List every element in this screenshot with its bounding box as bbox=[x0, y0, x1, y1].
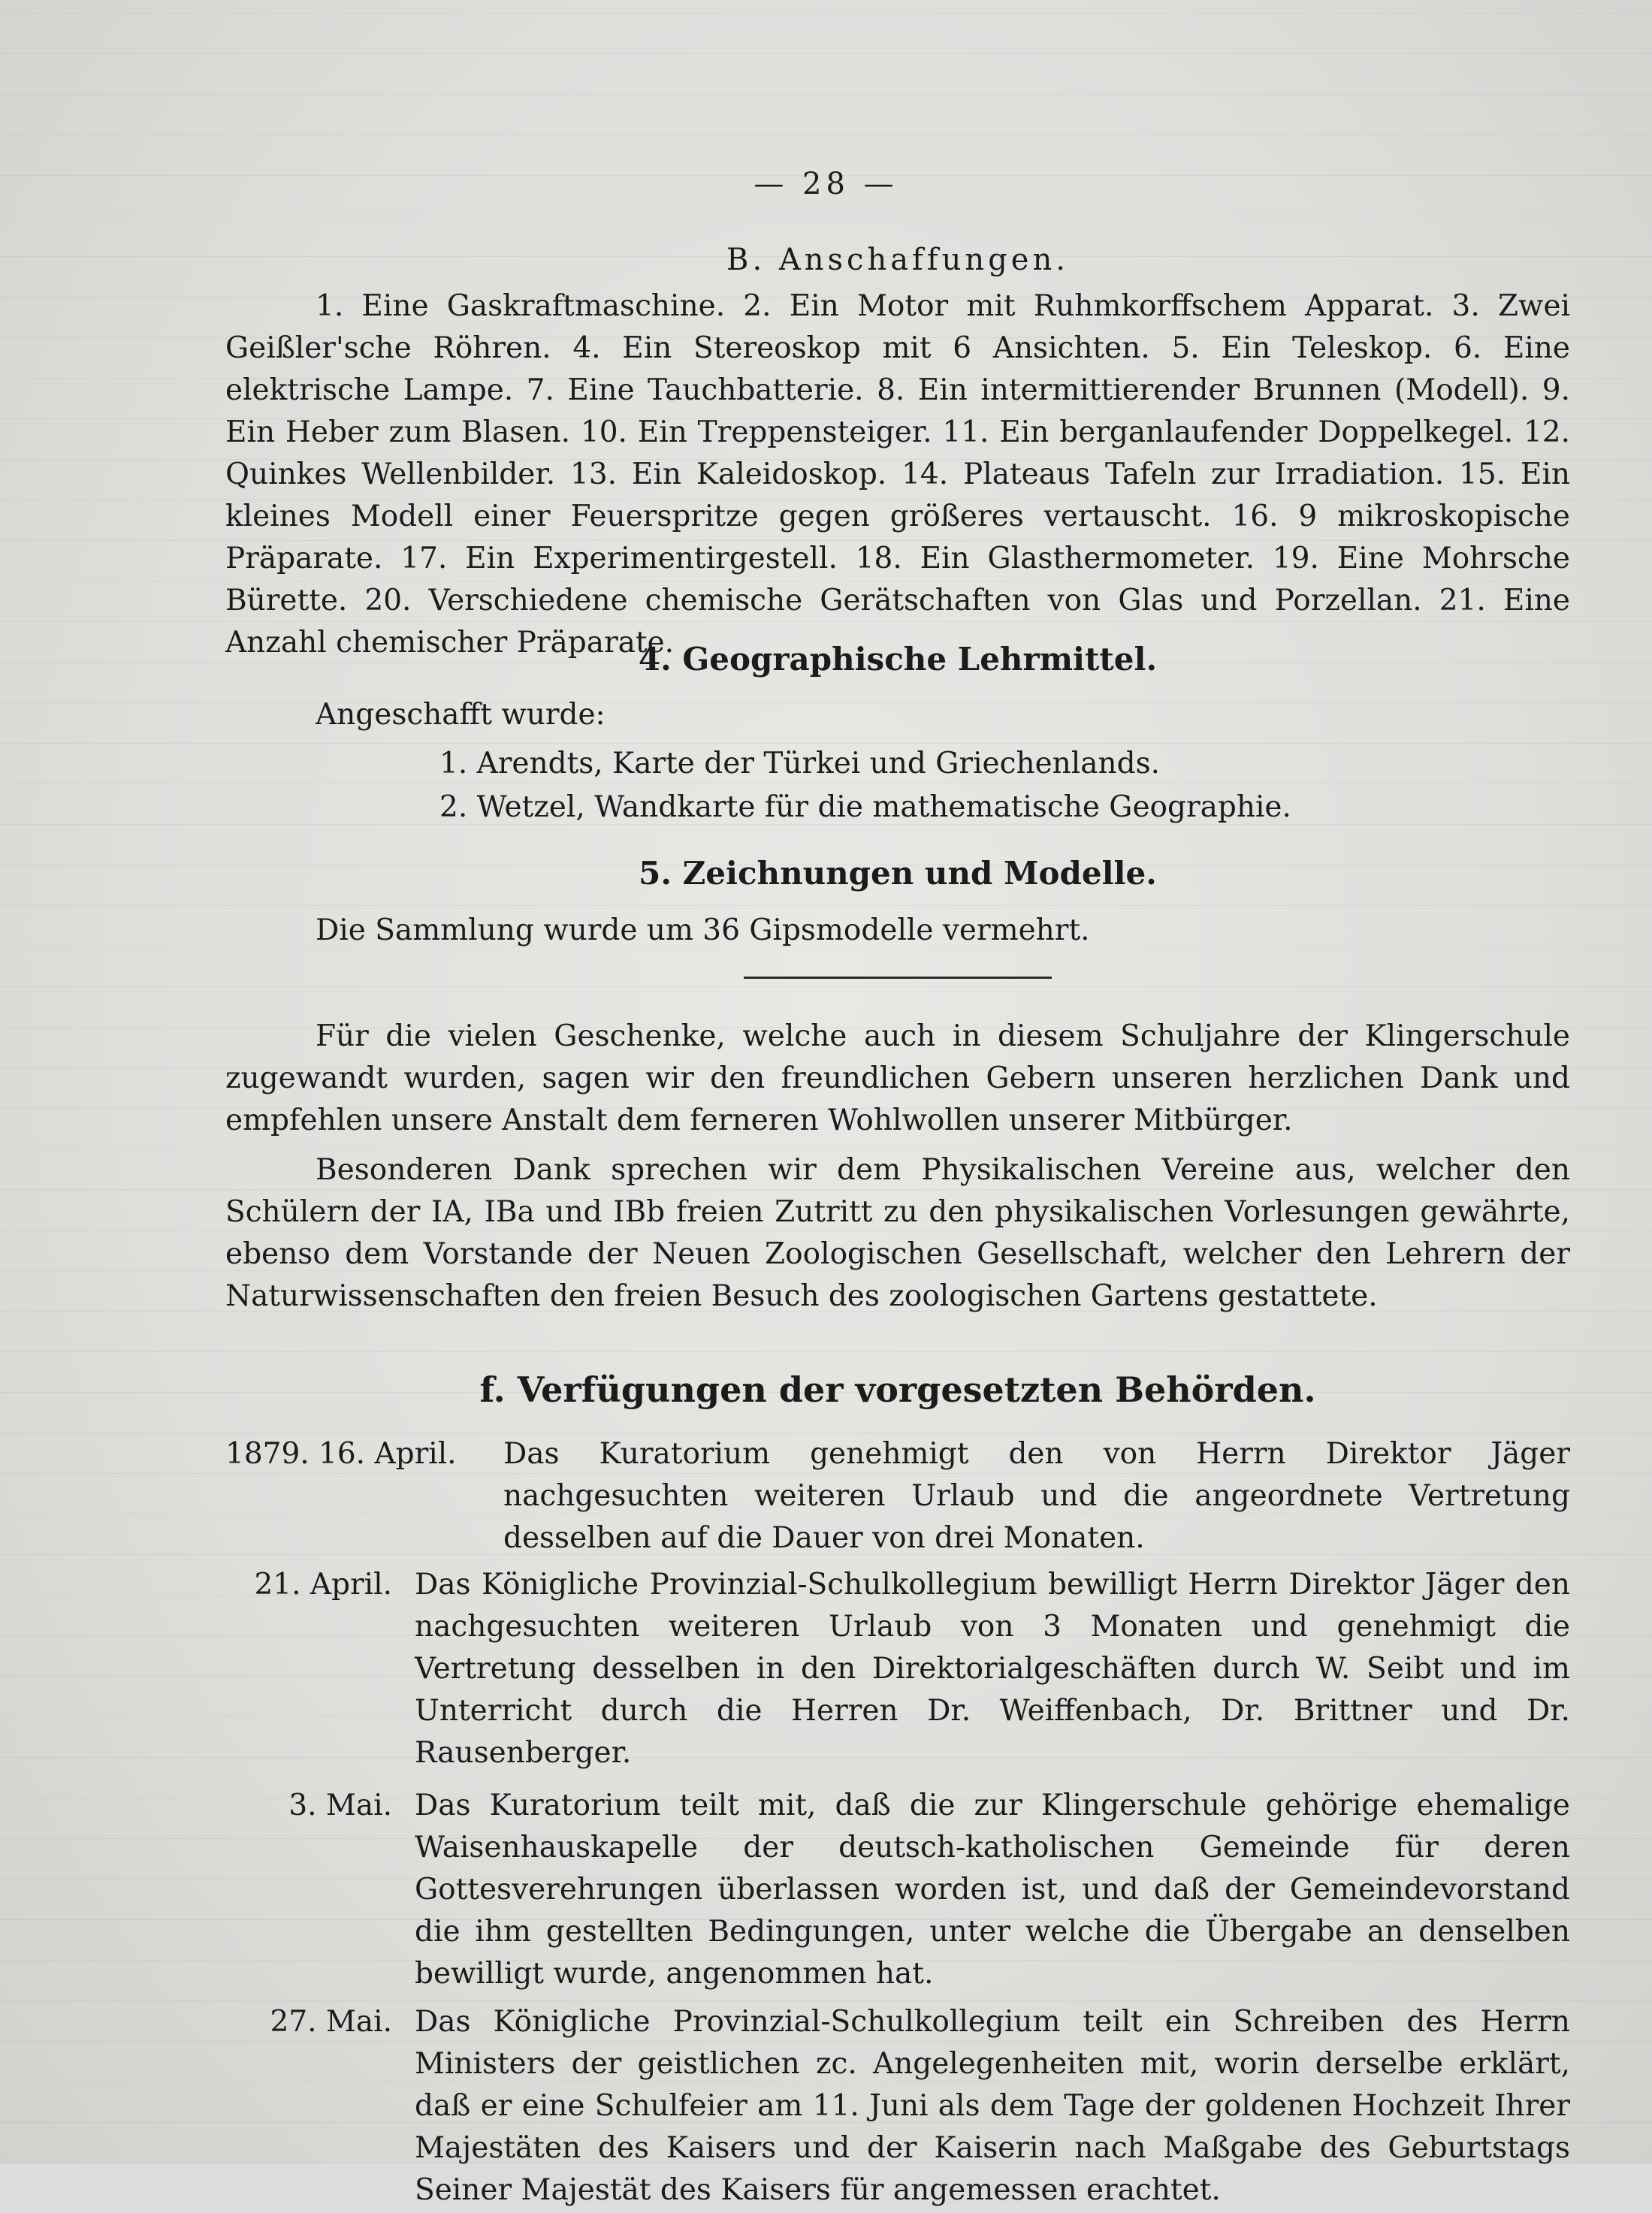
page-number: — 28 — bbox=[754, 167, 898, 201]
decree-list bbox=[225, 1433, 1570, 2211]
list-item: 2. Wetzel, Wandkarte für die mathematische Geographie. bbox=[439, 790, 1291, 824]
thanks-paragraph-1: Für die vielen Geschenke, welche auch in diesem Schuljahre der Klingerschule zugewandt wurden, sagen wir den freundlichen Gebern unseren herzlichen Dank und empfehlen unsere Anstalt dem ferneren Wohlwollen unserer Mitbürger. bbox=[225, 1019, 1570, 1137]
section-f-heading: f. Verfügungen der vorgesetzten Behörden. bbox=[479, 1369, 1316, 1410]
decree-date: 27. Mai. bbox=[270, 2005, 392, 2039]
section-5-text: Die Sammlung wurde um 36 Gipsmodelle vermehrt. bbox=[316, 913, 1090, 947]
section-b bbox=[225, 239, 1570, 664]
section-b-heading: B. Anschaffungen. bbox=[726, 243, 1069, 277]
decree-text: Das Königliche Provinzial-Schulkollegium teilt ein Schreiben des Herrn Ministers der geistlichen zc. Angelegenheiten mit, worin derselbe erklärt, daß er eine Schulfeier am 11. Juni als dem Tage der goldenen Hochzeit Ihrer Majestäten des Kaisers und der Kaiserin nach Maßgabe des Geburtstags Seiner Majestät des Kaisers für angemessen erachtet. bbox=[415, 2005, 1570, 2207]
section-4 bbox=[225, 639, 1570, 829]
decree-date: 3. Mai. bbox=[288, 1789, 392, 1822]
thanks-paragraph-2: Besonderen Dank sprechen wir dem Physikalischen Vereine aus, welcher den Schülern der IA, IBa und IBb freien Zutritt zu den physikalischen Vorlesungen gewährte, ebenso dem Vorstande der Neuen Zoologischen Gesellschaft, welcher den Lehrern der Naturwissenschaften den freien Besuch des zoologischen Gartens gestattete. bbox=[225, 1153, 1570, 1313]
section-4-list bbox=[225, 742, 1570, 829]
decree-entry bbox=[225, 1433, 1570, 1559]
decree-date: 21. April. bbox=[254, 1568, 392, 1602]
section-f bbox=[225, 1367, 1570, 2213]
decree-text: Das Königliche Provinzial-Schulkollegium bewilligt Herrn Direktor Jäger den nachgesuchten weiteren Urlaub von 3 Monaten und genehmigt die Vertretung desselben in den Direktorialgeschäften durch W. Seibt und im Unterricht durch die Herren Dr. Weiffenbach, Dr. Brittner und Dr. Rausenberger. bbox=[415, 1568, 1570, 1770]
decree-entry bbox=[225, 2001, 1570, 2211]
section-4-heading: 4. Geographische Lehrmittel. bbox=[638, 641, 1158, 678]
decree-date: 1879. 16. April. bbox=[225, 1437, 457, 1471]
decree-text: Das Kuratorium teilt mit, daß die zur Klingerschule gehörige ehemalige Waisenhauskapelle der deutsch-katholischen Gemeinde für deren Gottesverehrungen überlassen worden ist, und daß der Gemeindevorstand die ihm gestellten Bedingungen, unter welche die Übergabe an denselben bewilligt wurde, angenommen hat. bbox=[415, 1789, 1570, 1991]
section-b-text: 1. Eine Gaskraftmaschine. 2. Ein Motor mit Ruhmkorffschem Apparat. 3. Zwei Geißler'sche Röhren. 4. Ein Stereoskop mit 6 Ansichten. 5. Ein Teleskop. 6. Eine elektrische Lampe. 7. Eine Tauchbatterie. 8. Ein intermittierender Brunnen (Modell). 9. Ein Heber zum Blasen. 10. Ein Treppensteiger. 11. Ein berganlaufender Doppelkegel. 12. Quinkes Wellenbilder. 13. Ein Kaleidoskop. 14. Plateaus Tafeln zur Irradiation. 15. Ein kleines Modell einer Feuerspritze gegen größeres vertauscht. 16. 9 mikroskopische Präparate. 17. Ein Experimentirgestell. 18. Ein Glasthermometer. 19. Eine Mohrsche Bürette. 20. Verschiedene chemische Gerätschaften von Glas und Porzellan. 21. Eine Anzahl chemischer Präparate. bbox=[225, 289, 1570, 660]
decree-entry bbox=[225, 1785, 1570, 1995]
section-5-heading: 5. Zeichnungen und Modelle. bbox=[639, 855, 1157, 892]
section-5 bbox=[225, 853, 1570, 952]
list-item: 1. Arendts, Karte der Türkei und Griechenlands. bbox=[439, 747, 1161, 780]
thanks-section bbox=[225, 1016, 1570, 1318]
section-4-intro: Angeschafft wurde: bbox=[316, 698, 606, 732]
decree-text: Das Kuratorium genehmigt den von Herrn Direktor Jäger nachgesuchten weiteren Urlaub und die angeordnete Vertretung desselben auf die Dauer von drei Monaten. bbox=[503, 1437, 1570, 1555]
divider-rule bbox=[744, 977, 1052, 979]
decree-entry bbox=[225, 1564, 1570, 1774]
